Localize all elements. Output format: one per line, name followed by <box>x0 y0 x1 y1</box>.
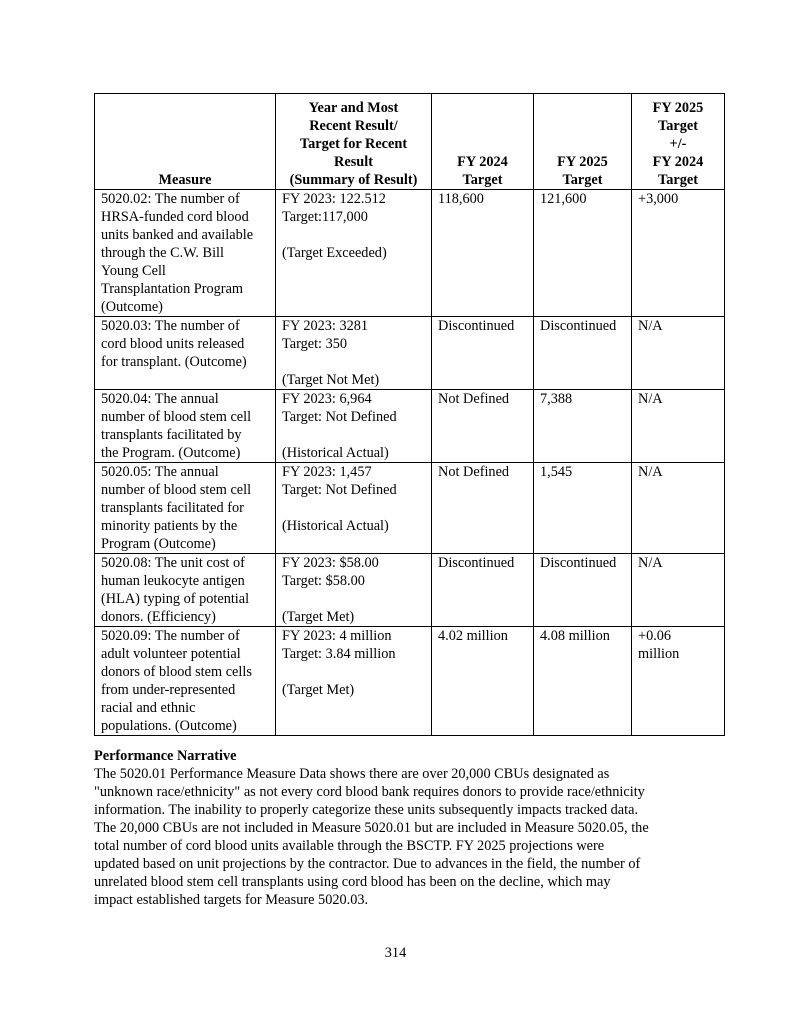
header-recent-result: Year and Most Recent Result/ Target for Recent Result (Summary of Result) <box>276 94 432 190</box>
fy2024-target-cell: Not Defined <box>432 463 534 554</box>
narrative-heading: Performance Narrative <box>94 748 237 764</box>
target-difference-cell: +3,000 <box>632 190 725 317</box>
narrative-paragraph: The 5020.01 Performance Measure Data shows there are over 20,000 CBUs designated as "unknown race/ethnicity" as not every cord blood bank requires donors to provide race/ethnicity information. The inability to properly categorize these units subsequently impacts tracked data. The 20,000 CBUs are not included in Measure 5020.01 but are included in Measure 5020.05, the total number of cord blood units available through the BSCTP. FY 2025 projections were updated based on unit projections by the contractor. Due to advances in the field, the number of unrelated blood stem cell transplants using cord blood has been on the decline, which may impact established targets for Measure 5020.03. <box>94 766 649 908</box>
fy2025-target-cell: Discontinued <box>534 317 632 390</box>
fy2025-target-cell: 121,600 <box>534 190 632 317</box>
measure-cell: 5020.08: The unit cost of human leukocyte antigen (HLA) typing of potential donors. (Efficiency) <box>95 554 276 627</box>
table-row <box>95 463 725 554</box>
result-cell: FY 2023: $58.00 Target: $58.00 (Target Met) <box>276 554 432 627</box>
fy2024-target-cell: Discontinued <box>432 317 534 390</box>
measure-cell: 5020.02: The number of HRSA-funded cord blood units banked and available through the C.W. Bill Young Cell Transplantation Program (Outcome) <box>95 190 276 317</box>
page-number: 314 <box>384 945 407 961</box>
fy2024-target-cell: 4.02 million <box>432 627 534 736</box>
result-summary: (Target Met) <box>282 682 355 698</box>
result-cell: FY 2023: 4 million Target: 3.84 million (Target Met) <box>276 627 432 736</box>
measure-cell: 5020.04: The annual number of blood stem cell transplants facilitated by the Program. (Outcome) <box>95 390 276 463</box>
result-cell: FY 2023: 122.512 Target:117,000 (Target Exceeded) <box>276 190 432 317</box>
fy2025-target-cell: 7,388 <box>534 390 632 463</box>
header-fy2024-target: FY 2024 Target <box>432 94 534 190</box>
table-row <box>95 317 725 390</box>
header-fy2025-target: FY 2025 Target <box>534 94 632 190</box>
result-cell: FY 2023: 1,457 Target: Not Defined (Historical Actual) <box>276 463 432 554</box>
measure-cell: 5020.03: The number of cord blood units released for transplant. (Outcome) <box>95 317 276 390</box>
result-summary: (Historical Actual) <box>282 445 389 461</box>
result-summary: (Target Not Met) <box>282 372 380 388</box>
result-summary: (Target Met) <box>282 609 355 625</box>
target-difference-cell: N/A <box>632 463 725 554</box>
fy2024-target-cell: Discontinued <box>432 554 534 627</box>
result-summary: (Historical Actual) <box>282 518 389 534</box>
result-cell: FY 2023: 6,964 Target: Not Defined (Historical Actual) <box>276 390 432 463</box>
fy2025-target-cell: 1,545 <box>534 463 632 554</box>
target-difference-cell: N/A <box>632 317 725 390</box>
target-difference-cell: N/A <box>632 390 725 463</box>
table-row <box>95 190 725 317</box>
fy2025-target-cell: Discontinued <box>534 554 632 627</box>
fy2024-target-cell: Not Defined <box>432 390 534 463</box>
header-target-difference: FY 2025 Target +/- FY 2024 Target <box>632 94 725 190</box>
target-difference-cell: N/A <box>632 554 725 627</box>
measure-cell: 5020.09: The number of adult volunteer potential donors of blood stem cells from under-represented racial and ethnic populations. (Outcome) <box>95 627 276 736</box>
table-row <box>95 627 725 736</box>
target-difference-cell: +0.06 million <box>632 627 725 736</box>
fy2025-target-cell: 4.08 million <box>534 627 632 736</box>
header-measure: Measure <box>95 94 276 190</box>
table-header-row <box>95 94 725 190</box>
table-row <box>95 554 725 627</box>
result-summary: (Target Exceeded) <box>282 245 387 261</box>
fy2024-target-cell: 118,600 <box>432 190 534 317</box>
table-row <box>95 390 725 463</box>
result-cell: FY 2023: 3281 Target: 350 (Target Not Met) <box>276 317 432 390</box>
measure-cell: 5020.05: The annual number of blood stem cell transplants facilitated for minority patients by the Program (Outcome) <box>95 463 276 554</box>
performance-measures-table <box>94 93 725 736</box>
